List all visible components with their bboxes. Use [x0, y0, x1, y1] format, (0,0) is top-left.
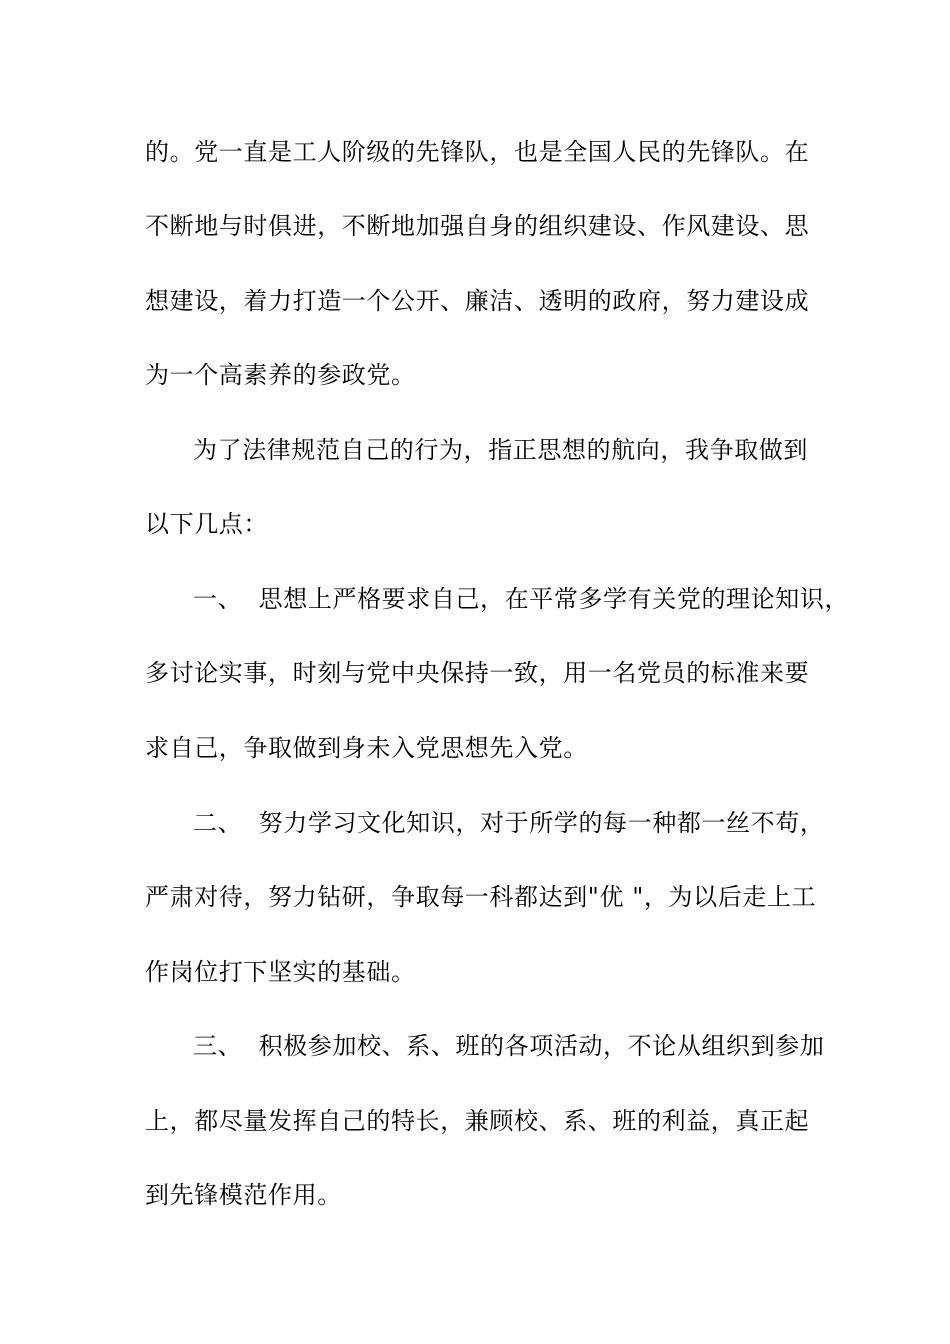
list-item-3-first-line: 三、 积极参加校、系、班的各项活动，不论从组织到参加: [193, 1032, 825, 1060]
text-line: 严肃对待，努力钻研，争取每一科都达到"优 "，为以后走上工: [145, 883, 817, 911]
text-line: 多讨论实事，时刻与党中央保持一致，用一名党员的标准来要: [145, 659, 810, 687]
text-line: 想建设，着力打造一个公开、廉洁、透明的政府，努力建设成: [145, 287, 810, 315]
text-line: 为一个高素养的参政党。: [145, 361, 416, 389]
list-item-2-first-line: 二、 努力学习文化知识，对于所学的每一种都一丝不苟，: [193, 809, 825, 837]
list-item-1-first-line: 一、 思想上严格要求自己，在平常多学有关党的理论知识，: [193, 585, 850, 613]
text-line: 求自己，争取做到身未入党思想先入党。: [145, 734, 588, 762]
text-line: 作岗位打下坚实的基础。: [145, 958, 416, 986]
paragraph-first-line: 为了法律规范自己的行为，指正思想的航向，我争取做到: [193, 436, 808, 464]
text-line: 上，都尽量发挥自己的特长，兼顾校、系、班的利益，真正起: [145, 1107, 810, 1135]
text-line: 不断地与时俱进，不断地加强自身的组织建设、作风建设、思: [145, 212, 810, 240]
text-line: 到先锋模范作用。: [145, 1181, 342, 1209]
text-line: 的。党一直是工人阶级的先锋队，也是全国人民的先锋队。在: [145, 138, 810, 166]
text-line: 以下几点：: [145, 510, 268, 538]
